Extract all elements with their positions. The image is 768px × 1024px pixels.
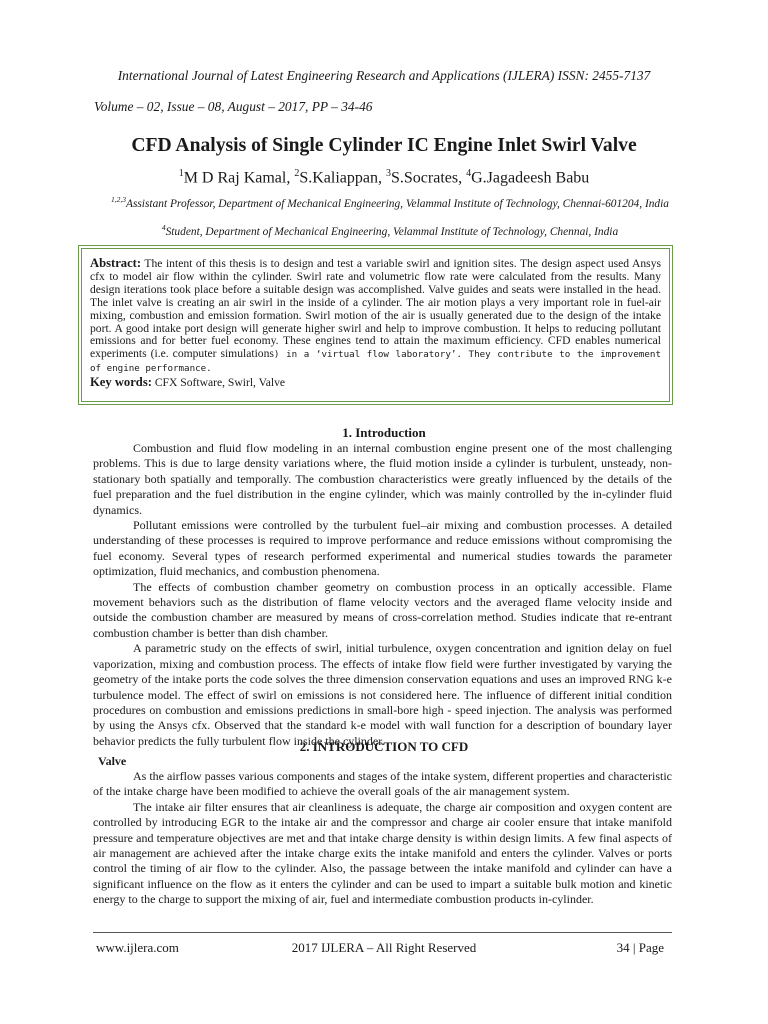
affiliation-sup: 4: [161, 223, 166, 232]
paper-title: CFD Analysis of Single Cylinder IC Engine Inlet Swirl Valve: [131, 135, 637, 156]
author-name: G.Jagadeesh Babu: [471, 169, 590, 187]
paragraph: Combustion and fluid flow modeling in an internal combustion engine present one of the most challenging problems. This is due to large density variations where, the fluid motion inside a cylinder is turbulent, unsteady, non-stationary both spatially and temporally. The combustion characteristics were greatly influenced by the details of the fuel preparation and the fuel distribution in the engine cylinder, which was mainly controlled by the in-cylinder fluid dynamics.: [93, 441, 672, 517]
affiliation-sup: 1,2,3: [110, 195, 126, 204]
abstract-text: The intent of this thesis is to design and test a variable swirl and ignition sites. The design aspect used Ansys cfx to model air flow within the cylinder. Swirl rate and volumetric flow rate were calculated from the results. Many design iterations took place before a suitable design was accomplished. Valve guides and seats were installed in the head. The inlet valve is creating an air swirl in the inside of a cylinder. The air motion plays a very important role in fuel-air mixing, combustion and emission formation. Swirl motion of the air is usually generated due to the design of the intake port. A good intake port design will generate higher swirl and help to improve combustion. It helps to reducing pollutant emissions and for better fuel economy. These engines tend to attain the maximum efficiency. CFD enables numerical experiments (i.e. computer simulations: [90, 257, 661, 361]
author-list: [0, 168, 768, 187]
section-heading-cfd: 2. INTRODUCTION TO CFD: [299, 739, 469, 754]
footer-divider: [93, 932, 672, 933]
affiliation-2: [100, 221, 680, 239]
footer-copyright: 2017 IJLERA – All Right Reserved: [291, 940, 477, 955]
author-sup: 2: [294, 168, 300, 179]
abstract-text-tail: ) in a ‘virtual flow laboratory’. They contribute to the improvement of engine performance.: [90, 349, 661, 375]
section-introduction-body: [93, 441, 672, 749]
affiliation-text: Assistant Professor, Department of Mechanical Engineering, Velammal Institute of Technology, Chennai-601204, India: [125, 197, 669, 210]
footer-website: www.ijlera.com: [96, 940, 179, 955]
footer-page-number: 34 | Page: [616, 940, 664, 955]
volume-info: Volume – 02, Issue – 08, August – 2017, PP – 34-46: [94, 99, 373, 114]
subheading-valve: Valve: [98, 754, 127, 768]
paragraph: The effects of combustion chamber geometry on combustion process in an optically accessible. Flame movement behaviors such as the distribution of flame velocity vectors and the averaged flame velocity inside and outside the combustion chamber are measured by means of cross-correlation method. Studies indicate that re-entrant combustion chamber is better than dish chamber.: [93, 579, 672, 640]
author-sup: 3: [386, 168, 391, 179]
paragraph: As the airflow passes various components and stages of the intake system, different properties and characteristic of the intake charge have been modified to achieve the overall goals of the air management system.: [93, 769, 672, 799]
affiliation-text: Student, Department of Mechanical Engineering, Velammal Institute of Technology, Chennai, India: [165, 225, 619, 238]
paragraph: Pollutant emissions were controlled by the turbulent fuel–air mixing and combustion processes. A detailed understanding of these processes is required to improve performance and reduce emissions without compromising the fuel economy. Several types of research performed experimental and numerical studies towards the parameter optimization, fluid mechanics, and combustion phenomena.: [93, 518, 672, 579]
author-name: S.Kaliappan,: [299, 169, 386, 187]
author-sup: 4: [466, 168, 472, 179]
author-name: M D Raj Kamal,: [183, 169, 295, 187]
keywords-text: CFX Software, Swirl, Valve: [151, 376, 286, 390]
keywords-label: Key words:: [90, 375, 152, 390]
section-heading-introduction: 1. Introduction: [342, 425, 426, 440]
author-sup: 1: [178, 168, 184, 179]
paragraph: The intake air filter ensures that air cleanliness is adequate, the charge air composition and oxygen content are controlled by introducing EGR to the intake air and the compressor and charge air cooler ensure that intake manifold pressure and temperature objectives are met and that intake charge density is within design limits. A few final aspects of air management are achieved after the intake charge exits the intake manifold and enters the cylinder. Valves or ports control the timing of air flow to the cylinder. Also, the passage between the intake manifold and cylinder can have a significant influence on the flow as it enters the cylinder and can be used to impart a suitable bulk motion and kinetic energy to the charge to support the mixing of air, fuel and intermediate combustion products in-cylinder.: [93, 799, 672, 907]
journal-name: International Journal of Latest Engineering Research and Applications (IJLERA) ISSN: 2455-7137: [117, 68, 651, 83]
affiliation-1: [100, 193, 680, 211]
paragraph: A parametric study on the effects of swirl, initial turbulence, oxygen concentration and ignition delay on fuel vaporization, mixing and combustion process. The effects of intake flow field were further investigated by varying the geometry of the intake ports the code solves the three dimension conservation equations and uses an improved RNG k-e turbulence model. The effect of swirl on emissions is not considered here. The influence of different initial condition procedures on combustion and emissions predictions in small-bore high - speed injection. The analysis was performed by using the Ansys cfx. Observed that the standard k-e model with wall function for a description of boundary layer behavior predicts the fully turbulent flow inside the cylinder.: [93, 641, 672, 748]
abstract-box: [81, 248, 670, 402]
abstract-label: Abstract:: [90, 256, 142, 270]
author-name: S.Socrates,: [391, 169, 467, 187]
section-cfd-body: [93, 769, 672, 908]
